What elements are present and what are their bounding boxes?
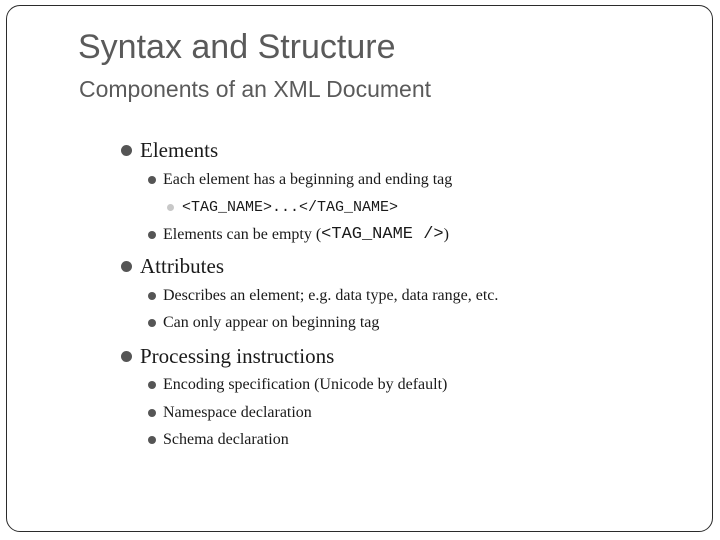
slide-subtitle: Components of an XML Document xyxy=(79,76,431,102)
sub-bullet-encoding xyxy=(148,376,447,394)
bullet-dot-icon xyxy=(148,231,156,239)
code-sample: <TAG_NAME>...</TAG_NAME> xyxy=(182,199,399,216)
bullet-elements xyxy=(121,138,218,163)
sub-bullet-namespace xyxy=(148,404,312,422)
bullet-dot-icon xyxy=(148,319,156,327)
bullet-dot-icon xyxy=(148,292,156,300)
sub-bullet-text: Namespace declaration xyxy=(163,404,312,421)
sub-bullet-text: Describes an element; e.g. data type, data range, etc. xyxy=(163,287,499,304)
bullet-dot-icon xyxy=(121,261,132,272)
bullet-processing-instructions xyxy=(121,344,334,369)
bullet-label: Attributes xyxy=(140,254,224,278)
sub-bullet-describes xyxy=(148,287,498,305)
bullet-dot-icon xyxy=(148,381,156,389)
code-sample: <TAG_NAME /> xyxy=(321,225,444,244)
slide-title: Syntax and Structure xyxy=(78,28,396,66)
sub-sub-bullet-tag-syntax xyxy=(167,199,398,216)
bullet-dot-icon xyxy=(148,436,156,444)
sub-bullet-suffix: ) xyxy=(443,225,449,243)
sub-bullet-text: Each element has a beginning and ending tag xyxy=(163,171,453,188)
bullet-dot-icon xyxy=(167,204,174,211)
bullet-dot-icon xyxy=(121,351,132,362)
bullet-attributes xyxy=(121,254,224,279)
bullet-label: Elements xyxy=(140,138,219,162)
bullet-label: Processing instructions xyxy=(140,344,335,368)
sub-bullet-text: Encoding specification (Unicode by default) xyxy=(163,376,448,393)
bullet-dot-icon xyxy=(148,409,156,417)
sub-bullet-schema xyxy=(148,431,289,449)
sub-bullet-prefix: Elements can be empty ( xyxy=(163,225,322,243)
bullet-dot-icon xyxy=(148,176,156,184)
sub-bullet-element-tags xyxy=(148,171,452,189)
sub-bullet-text: Schema declaration xyxy=(163,431,289,448)
sub-bullet-empty-elements xyxy=(148,225,449,244)
sub-bullet-beginning-tag xyxy=(148,314,379,332)
bullet-dot-icon xyxy=(121,145,132,156)
sub-bullet-text: Can only appear on beginning tag xyxy=(163,314,380,331)
